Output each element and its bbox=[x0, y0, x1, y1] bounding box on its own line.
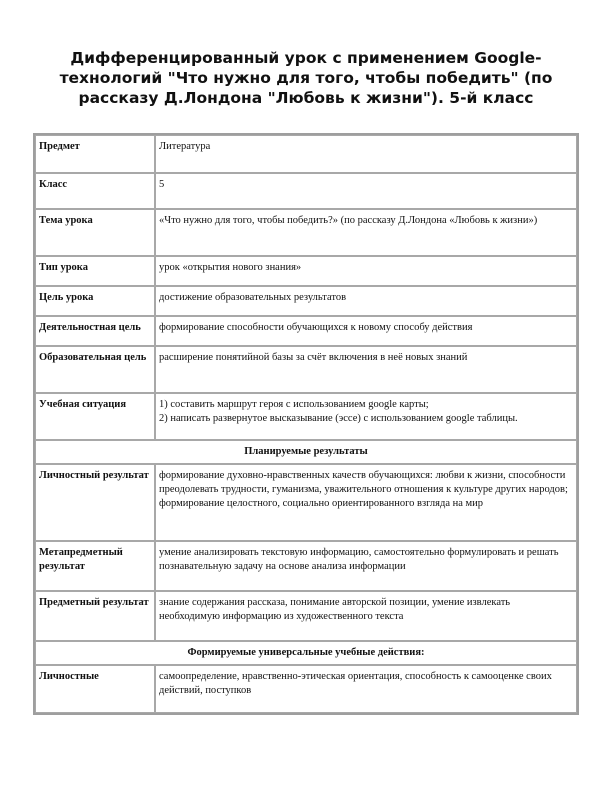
table-row bbox=[35, 173, 577, 209]
row-label-subject-result: Предметный результат bbox=[35, 591, 155, 641]
table-row bbox=[35, 541, 577, 591]
row-value-class: 5 bbox=[155, 173, 577, 209]
table-row bbox=[35, 286, 577, 316]
section-row bbox=[35, 440, 577, 464]
section-header-results: Планируемые результаты bbox=[35, 440, 577, 464]
row-label-personal-uud: Личностные bbox=[35, 665, 155, 713]
row-value-goal: достижение образовательных результатов bbox=[155, 286, 577, 316]
row-label-goal: Цель урока bbox=[35, 286, 155, 316]
table-row bbox=[35, 393, 577, 440]
row-value-subject-result: знание содержания рассказа, понимание авторской позиции, умение извлекать необходимую информацию из художественного текста bbox=[155, 591, 577, 641]
row-value-subject: Литература bbox=[155, 135, 577, 173]
table-row bbox=[35, 316, 577, 346]
row-label-subject: Предмет bbox=[35, 135, 155, 173]
row-value-meta-result: умение анализировать текстовую информацию, самостоятельно формулировать и решать познавательную задачу на основе анализа информации bbox=[155, 541, 577, 591]
table-row bbox=[35, 209, 577, 256]
document-title: Дифференцированный урок с применением Google-технологий "Что нужно для того, чтобы победить" (по рассказу Д.Лондона "Любовь к жизни"). 5-й класс bbox=[59, 49, 553, 107]
row-label-educational-goal: Образовательная цель bbox=[35, 346, 155, 393]
table-row bbox=[35, 591, 577, 641]
table-row bbox=[35, 346, 577, 393]
table-row bbox=[35, 256, 577, 286]
table-row bbox=[35, 665, 577, 713]
row-label-topic: Тема урока bbox=[35, 209, 155, 256]
section-row bbox=[35, 641, 577, 665]
row-value-educational-goal: расширение понятийной базы за счёт включения в неё новых знаний bbox=[155, 346, 577, 393]
row-label-activity-goal: Деятельностная цель bbox=[35, 316, 155, 346]
table-row bbox=[35, 135, 577, 173]
situation-line-2: 2) написать развернутое высказывание (эссе) с использованием google таблицы. bbox=[159, 413, 518, 424]
row-value-topic: «Что нужно для того, чтобы победить?» (по рассказу Д.Лондона «Любовь к жизни») bbox=[155, 209, 577, 256]
table-row bbox=[35, 464, 577, 541]
situation-line-1: 1) составить маршрут героя с использованием google карты; bbox=[159, 399, 429, 410]
row-label-class: Класс bbox=[35, 173, 155, 209]
row-value-lesson-type: урок «открытия нового знания» bbox=[155, 256, 577, 286]
row-value-learning-situation bbox=[155, 393, 577, 440]
row-label-lesson-type: Тип урока bbox=[35, 256, 155, 286]
row-label-learning-situation: Учебная ситуация bbox=[35, 393, 155, 440]
row-value-personal-uud: самоопределение, нравственно-этическая ориентация, способность к самооценке своих действий, поступков bbox=[155, 665, 577, 713]
row-value-activity-goal: формирование способности обучающихся к новому способу действия bbox=[155, 316, 577, 346]
row-value-personal-result: формирование духовно-нравственных качеств обучающихся: любви к жизни, способности преодолевать трудности, гуманизма, уважительного отношения к культуре других народов; формирование целостного, социально ориентированного взгляда на мир bbox=[155, 464, 577, 541]
row-label-personal-result: Личностный результат bbox=[35, 464, 155, 541]
section-header-uud: Формируемые универсальные учебные действия: bbox=[35, 641, 577, 665]
row-label-meta-result: Метапредметный результат bbox=[35, 541, 155, 591]
lesson-plan-table bbox=[33, 133, 579, 715]
